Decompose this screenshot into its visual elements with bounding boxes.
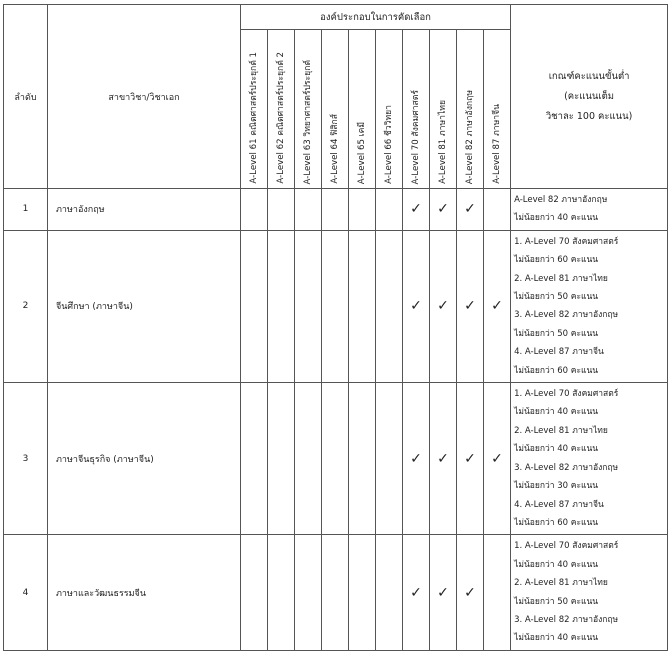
subject-label: A-Level 61 คณิตศาสตร์ประยุกต์ 1 xyxy=(249,52,259,184)
check-mark-icon: ✓ xyxy=(457,383,484,535)
check-mark-icon: ✓ xyxy=(457,189,484,231)
table-row xyxy=(4,230,668,382)
check-mark-icon: ✓ xyxy=(457,535,484,650)
criteria-line: 1. A-Level 70 สังคมศาสตร์ xyxy=(514,389,619,400)
empty-cell xyxy=(241,230,268,382)
check-mark-icon: ✓ xyxy=(403,189,430,231)
subject-label: A-Level 81 ภาษาไทย xyxy=(438,100,448,184)
table-row xyxy=(4,535,668,650)
criteria-line: ไม่น้อยกว่า 50 คะแนน xyxy=(514,596,599,607)
empty-cell xyxy=(376,535,403,650)
empty-cell xyxy=(295,189,322,231)
empty-cell xyxy=(322,230,349,382)
empty-cell xyxy=(376,189,403,231)
criteria-line: 3. A-Level 82 ภาษาอังกฤษ xyxy=(514,614,619,625)
criteria-line: 3. A-Level 82 ภาษาอังกฤษ xyxy=(514,462,619,473)
empty-cell xyxy=(349,383,376,535)
empty-cell xyxy=(322,189,349,231)
empty-cell xyxy=(268,535,295,650)
check-mark-icon: ✓ xyxy=(430,383,457,535)
criteria-header-line: วิชาละ 100 คะแนน) xyxy=(545,110,633,122)
subject-label: A-Level 70 สังคมศาสตร์ xyxy=(411,89,421,184)
subject-header xyxy=(403,30,430,189)
order-header: ลำดับ xyxy=(4,5,48,189)
check-mark-icon: ✓ xyxy=(403,535,430,650)
check-mark-icon: ✓ xyxy=(403,383,430,535)
empty-cell xyxy=(322,535,349,650)
check-mark-icon: ✓ xyxy=(484,230,511,382)
criteria-cell xyxy=(511,230,668,382)
criteria-line: ไม่น้อยกว่า 60 คะแนน xyxy=(514,365,599,376)
criteria-line: 1. A-Level 70 สังคมศาสตร์ xyxy=(514,236,619,247)
table-row xyxy=(4,383,668,535)
criteria-line: ไม่น้อยกว่า 50 คะแนน xyxy=(514,328,599,339)
empty-cell xyxy=(322,383,349,535)
criteria-line: ไม่น้อยกว่า 50 คะแนน xyxy=(514,292,599,303)
selection-criteria-table xyxy=(3,4,668,651)
criteria-line: ไม่น้อยกว่า 40 คะแนน xyxy=(514,407,599,418)
empty-cell xyxy=(241,383,268,535)
criteria-line: ไม่น้อยกว่า 60 คะแนน xyxy=(514,255,599,266)
subject-label: A-Level 64 ฟิสิกส์ xyxy=(330,114,340,184)
empty-cell xyxy=(241,535,268,650)
subject-label: A-Level 87 ภาษาจีน xyxy=(492,104,503,184)
empty-cell xyxy=(268,230,295,382)
criteria-line: 3. A-Level 82 ภาษาอังกฤษ xyxy=(514,310,619,321)
criteria-line: 1. A-Level 70 สังคมศาสตร์ xyxy=(514,541,619,552)
criteria-line: ไม่น้อยกว่า 40 คะแนน xyxy=(514,444,599,455)
major-cell: ภาษาและวัฒนธรรมจีน xyxy=(48,535,241,650)
subject-header xyxy=(349,30,376,189)
check-mark-icon: ✓ xyxy=(403,230,430,382)
empty-cell xyxy=(349,189,376,231)
empty-cell xyxy=(268,383,295,535)
empty-cell xyxy=(295,230,322,382)
subject-header xyxy=(376,30,403,189)
criteria-line: ไม่น้อยกว่า 40 คะแนน xyxy=(514,559,599,570)
criteria-line: A-Level 82 ภาษาอังกฤษ xyxy=(514,195,608,205)
subject-header xyxy=(430,30,457,189)
subject-header xyxy=(268,30,295,189)
empty-cell xyxy=(349,230,376,382)
criteria-line: 2. A-Level 81 ภาษาไทย xyxy=(514,578,608,589)
criteria-header-line: เกณฑ์คะแนนขั้นต่ำ xyxy=(548,70,630,82)
subject-label: A-Level 63 วิทยาศาสตร์ประยุกต์ xyxy=(303,59,313,184)
subject-header xyxy=(295,30,322,189)
criteria-line: 4. A-Level 87 ภาษาจีน xyxy=(514,347,604,358)
empty-cell xyxy=(241,189,268,231)
criteria-header xyxy=(511,5,668,189)
subject-header xyxy=(241,30,268,189)
check-mark-icon: ✓ xyxy=(430,535,457,650)
major-cell: ภาษาจีนธุรกิจ (ภาษาจีน) xyxy=(48,383,241,535)
major-cell: ภาษาอังกฤษ xyxy=(48,189,241,231)
empty-cell xyxy=(484,189,511,231)
table-body xyxy=(4,189,668,651)
subject-label: A-Level 66 ชีววิทยา xyxy=(384,105,394,184)
empty-cell xyxy=(484,535,511,650)
empty-cell xyxy=(268,189,295,231)
major-header: สาขาวิชา/วิชาเอก xyxy=(48,5,241,189)
subject-label: A-Level 65 เคมี xyxy=(357,121,367,184)
criteria-line: ไม่น้อยกว่า 30 คะแนน xyxy=(514,481,599,492)
criteria-cell xyxy=(511,383,668,535)
criteria-cell xyxy=(511,535,668,650)
order-cell: 4 xyxy=(4,535,48,650)
criteria-line: 2. A-Level 81 ภาษาไทย xyxy=(514,273,608,284)
check-mark-icon: ✓ xyxy=(457,230,484,382)
criteria-line: 2. A-Level 81 ภาษาไทย xyxy=(514,425,608,436)
check-mark-icon: ✓ xyxy=(484,383,511,535)
empty-cell xyxy=(376,230,403,382)
order-cell: 3 xyxy=(4,383,48,535)
subject-label: A-Level 62 คณิตศาสตร์ประยุกต์ 2 xyxy=(276,52,286,184)
order-cell: 1 xyxy=(4,189,48,231)
criteria-line: ไม่น้อยกว่า 40 คะแนน xyxy=(514,633,599,644)
order-cell: 2 xyxy=(4,230,48,382)
subject-header xyxy=(322,30,349,189)
criteria-line: 4. A-Level 87 ภาษาจีน xyxy=(514,499,604,510)
empty-cell xyxy=(295,383,322,535)
criteria-line: ไม่น้อยกว่า 60 คะแนน xyxy=(514,517,599,528)
criteria-header-line: (คะแนนเต็ม xyxy=(564,90,615,102)
subject-header xyxy=(484,30,511,189)
criteria-line: ไม่น้อยกว่า 40 คะแนน xyxy=(514,213,599,224)
empty-cell xyxy=(376,383,403,535)
subject-label: A-Level 82 ภาษาอังกฤษ xyxy=(465,89,475,184)
check-mark-icon: ✓ xyxy=(430,230,457,382)
major-cell: จีนศึกษา (ภาษาจีน) xyxy=(48,230,241,382)
empty-cell xyxy=(349,535,376,650)
criteria-cell xyxy=(511,189,668,231)
empty-cell xyxy=(295,535,322,650)
components-header: องค์ประกอบในการคัดเลือก xyxy=(241,5,511,30)
check-mark-icon: ✓ xyxy=(430,189,457,231)
subject-header xyxy=(457,30,484,189)
table-row xyxy=(4,189,668,231)
